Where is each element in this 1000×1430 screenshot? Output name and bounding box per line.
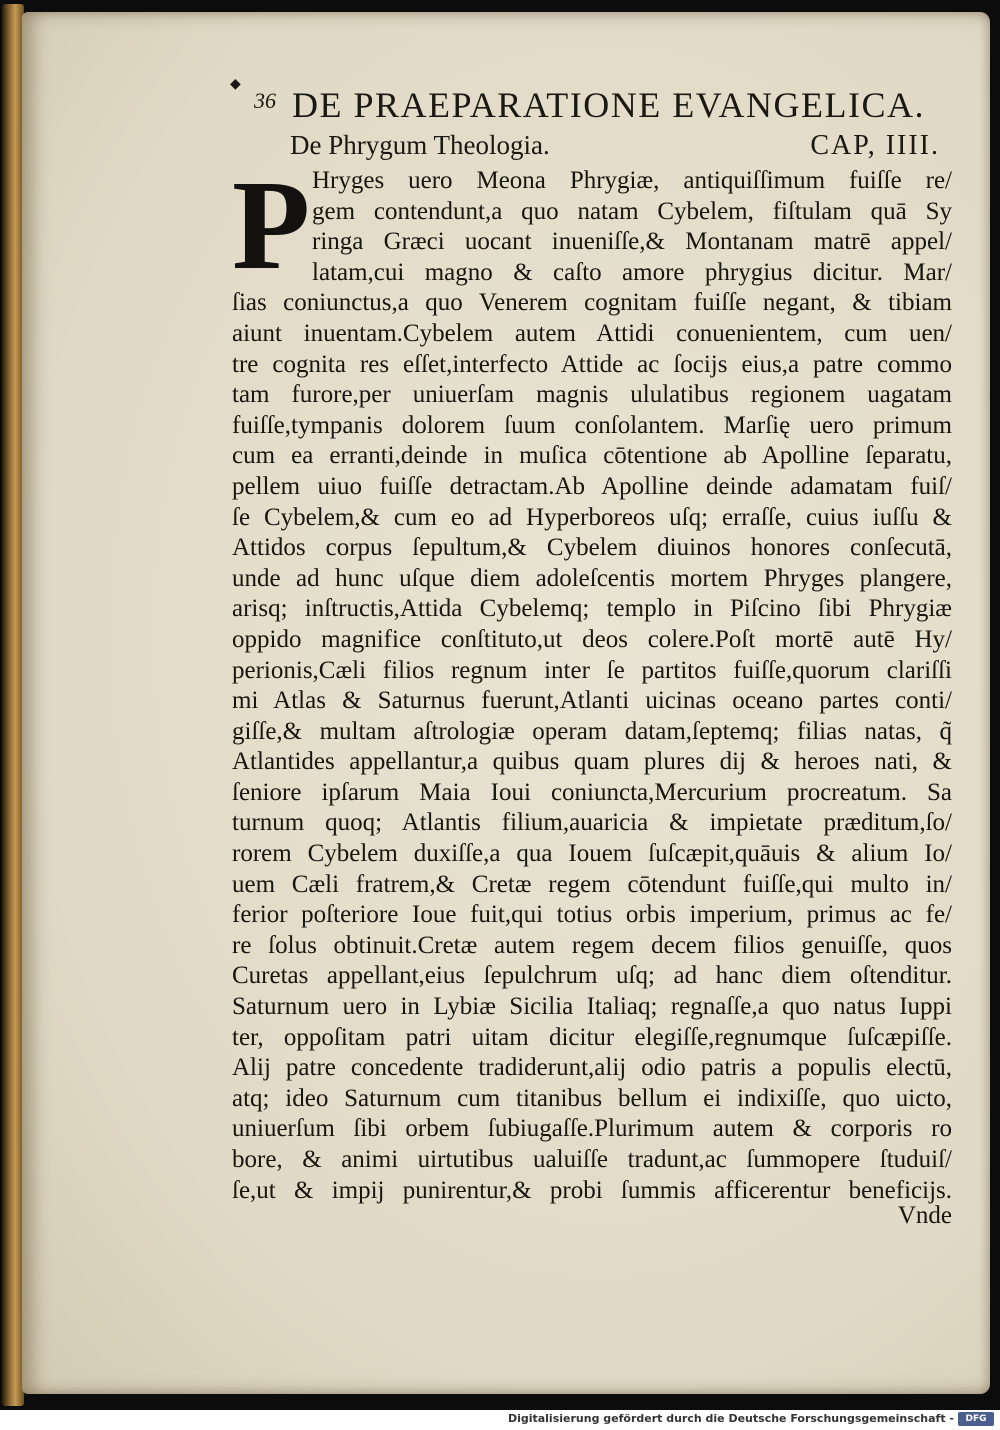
running-head xyxy=(230,77,960,128)
text-line: Hryges uero Meona Phrygiæ, antiquiſſimum fuiſſe re/ xyxy=(312,167,952,194)
text-line: aiunt inuentam.Cybelem autem Attidi conuenientem, cum uen/ xyxy=(232,319,952,347)
text-line: ſe Cybelem,& cum eo ad Hyperboreos uſq; erraſſe, cuius iuſſu & xyxy=(232,503,952,531)
text-line: tam furore,per uniuerſam magnis ululatibus regionem uagatam xyxy=(232,381,952,409)
text-line: re ſolus obtinuit.Cretæ autem regem decem filios genuiſſe, quos xyxy=(232,931,952,959)
text-line: bore, & animi uirtutibus ualuiſſe tradunt,ac ſummopere ſtuduiſ/ xyxy=(232,1146,952,1173)
text-line: atq; ideo Saturnum cum titanibus bellum ei indixiſſe, quo uicto, xyxy=(232,1084,952,1112)
funding-credit: Digitalisierung gefördert durch die Deutsche Forschungsgemeinschaft - xyxy=(507,1412,954,1425)
text-line: Attidos corpus ſepultum,& Cybelem diuinos honores conſecutā, xyxy=(232,534,952,562)
chapter-title: De Phrygum Theologia. xyxy=(290,130,550,160)
chapter-number: CAP, IIII. xyxy=(810,130,940,161)
text-line: unde ad hunc uſque diem adoleſcentis mortem Phryges plangere, xyxy=(232,564,952,592)
dfg-logo: DFG xyxy=(958,1412,994,1426)
chapter-heading xyxy=(290,130,960,166)
text-line: oppido magnifice conſtituto,ut deos colere.Poſt mortē autē Hy/ xyxy=(232,625,952,653)
catchword: Vnde xyxy=(897,1202,952,1229)
text-line: pellem uiuo fuiſſe detractam.Ab Apolline deinde adamatam fuiſ/ xyxy=(232,472,952,500)
text-line: giſſe,& multam aſtrologiæ operam datam,ſeptemq; filias natas, q̃ xyxy=(232,717,952,745)
text-line: Curetas appellant,eius ſepulchrum uſq; ad hanc diem oſtenditur. xyxy=(232,962,952,990)
text-line: ſias coniunctus,a quo Venerem cognitam fuiſſe negant, & tibiam xyxy=(232,289,952,317)
text-line: cum ea erranti,deinde in muſica cōtentione ab Apolline ſeparatu, xyxy=(232,442,952,470)
ornament-mark: ◆ xyxy=(230,77,241,92)
page-title: DE PRAEPARATIONE EVANGELICA. xyxy=(292,85,926,125)
text-line: perionis,Cæli filios regnum inter ſe partitos fuiſſe,quorum clariſſi xyxy=(232,656,952,684)
folio-number: 36 xyxy=(254,88,276,113)
text-line: turnum quoq; Atlantis filium,auaricia & impietate præditum,ſo/ xyxy=(232,809,952,837)
text-line: Saturnum uero in Lybiæ Sicilia Italiaq; regnaſſe,a quo natus Iuppi xyxy=(232,993,952,1021)
text-line: ter, oppoſitam patri uitam dicitur elegiſſe,regnumque ſuſcæpiſſe. xyxy=(232,1023,952,1051)
text-line: uem Cæli fratrem,& Cretæ regem cōtendunt fuiſſe,qui multo in/ xyxy=(232,870,952,898)
book-spine-edge xyxy=(2,4,24,1406)
text-line: uniuerſum ſibi orbem ſubiugaſſe.Plurimum autem & corporis ro xyxy=(232,1115,952,1143)
text-line: ringa Græci uocant inueniſſe,& Montanam matrē appel/ xyxy=(312,228,952,256)
decorated-initial: P xyxy=(232,154,311,296)
text-line: arisq; inſtructis,Attida Cybelemq; templo in Piſcino ſibi Phrygiæ xyxy=(232,595,952,623)
text-line: rorem Cybelem duxiſſe,a qua Iouem ſuſcæpit,quāuis & alium Io/ xyxy=(232,840,952,868)
text-line: mi Atlas & Saturnus fuerunt,Atlanti uicinas oceano partes conti/ xyxy=(232,687,952,715)
text-line: Alij patre concedente tradiderunt,alij odio patris a populis electū, xyxy=(232,1054,952,1082)
text-line: tre cognita res eſſet,interfecto Attide ac ſocijs eius,a patre commo xyxy=(232,350,952,378)
text-line: Atlantides appellantur,a quibus quam plures dij & heroes nati, & xyxy=(232,748,952,776)
text-line: ſe,ut & impij punirentur,& probi ſummis afficerentur beneficijs. xyxy=(232,1176,952,1204)
text-line: ferior poſteriore Ioue fuit,qui totius orbis imperium, primus ac fe/ xyxy=(232,901,952,929)
text-line: gem contendunt,a quo natam Cybelem, fiſtulam quā Sy xyxy=(312,197,952,225)
text-line: ſeniore ipſarum Maia Ioui coniuncta,Mercurium procreatum. Sa xyxy=(232,778,952,806)
text-line: latam,cui magno & caſto amore phrygius dicitur. Mar/ xyxy=(312,258,952,286)
text-line: fuiſſe,tympanis dolorem ſuum conſolantem. Marſię uero primum xyxy=(232,411,952,439)
body-text xyxy=(232,154,952,1206)
